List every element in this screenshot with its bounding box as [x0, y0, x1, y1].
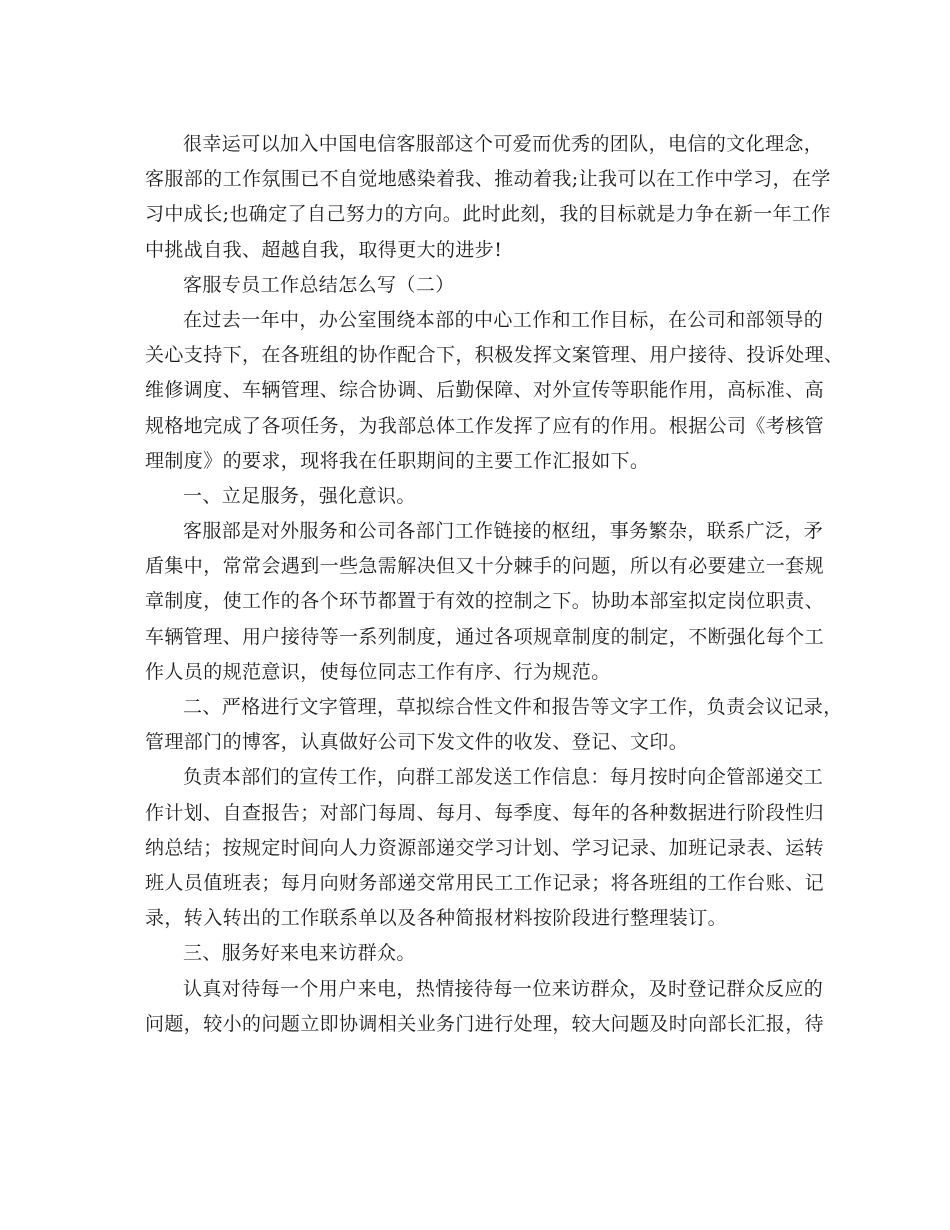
text-line: 在过去一年中，办公室围绕本部的中心工作和工作目标，在公司和部领导的 — [183, 308, 824, 331]
text-line: 作计划、自查报告；对部门每周、每月、每季度、每年的各种数据进行阶段性归 — [145, 801, 825, 824]
text-line: 中挑战自我、超越自我，取得更大的进步! — [145, 238, 503, 261]
text-line: 纳总结；按规定时间向人力资源部递交学习计划、学习记录、加班记录表、运转 — [145, 836, 825, 859]
text-line: 录，转入转出的工作联系单以及各种简报材料按阶段进行整理装订。 — [145, 907, 728, 930]
text-line: 章制度，使工作的各个环节都置于有效的控制之下。协助本部室拟定岗位职责、 — [145, 590, 825, 613]
text-line: 客服部是对外服务和公司各部门工作链接的枢纽，事务繁杂，联系广泛，矛 — [183, 520, 824, 543]
document-body — [145, 127, 844, 1042]
text-line: 关心支持下，在各班组的协作配合下，积极发挥文案管理、用户接待、投诉处理、 — [145, 344, 844, 367]
text-line: 管理部门的博客，认真做好公司下发文件的收发、登记、文印。 — [145, 731, 689, 754]
text-line: 作人员的规范意识，使每位同志工作有序、行为规范。 — [145, 660, 611, 683]
text-line: 认真对待每一个用户来电，热情接待每一位来访群众，及时登记群众反应的 — [183, 977, 824, 1000]
text-line: 问题，较小的问题立即协调相关业务门进行处理，较大问题及时向部长汇报，待 — [145, 1012, 825, 1035]
text-line: 负责本部们的宣传工作，向群工部发送工作信息：每月按时向企管部递交工 — [183, 766, 824, 789]
text-line: 习中成长;也确定了自己努力的方向。此时此刻，我的目标就是力争在新一年工作 — [145, 203, 831, 226]
text-line: 盾集中，常常会遇到一些急需解决但又十分棘手的问题，所以有必要建立一套规 — [145, 555, 825, 578]
text-line: 班人员值班表；每月向财务部递交常用民工工作记录；将各班组的工作台账、记 — [145, 871, 825, 894]
text-line: 规格地完成了各项任务，为我部总体工作发挥了应有的作用。根据公司《考核管 — [145, 414, 825, 437]
section-heading: 三、服务好来电来访群众。 — [183, 942, 416, 965]
section-heading: 客服专员工作总结怎么写（二） — [183, 273, 455, 296]
section-heading: 一、立足服务，强化意识。 — [183, 484, 416, 507]
text-line: 车辆管理、用户接待等一系列制度，通过各项规章制度的制定，不断强化每个工 — [145, 625, 825, 648]
text-line: 维修调度、车辆管理、综合协调、后勤保障、对外宣传等职能作用，高标准、高 — [145, 379, 825, 402]
text-line: 理制度》的要求，现将我在任职期间的主要工作汇报如下。 — [145, 449, 650, 472]
text-line: 二、严格进行文字管理，草拟综合性文件和报告等文字工作，负责会议记录， — [183, 696, 843, 718]
text-line: 很幸运可以加入中国电信客服部这个可爱而优秀的团队，电信的文化理念， — [183, 133, 824, 155]
text-line: 客服部的工作氛围已不自觉地感染着我、推动着我;让我可以在工作中学习，在学 — [145, 168, 831, 191]
